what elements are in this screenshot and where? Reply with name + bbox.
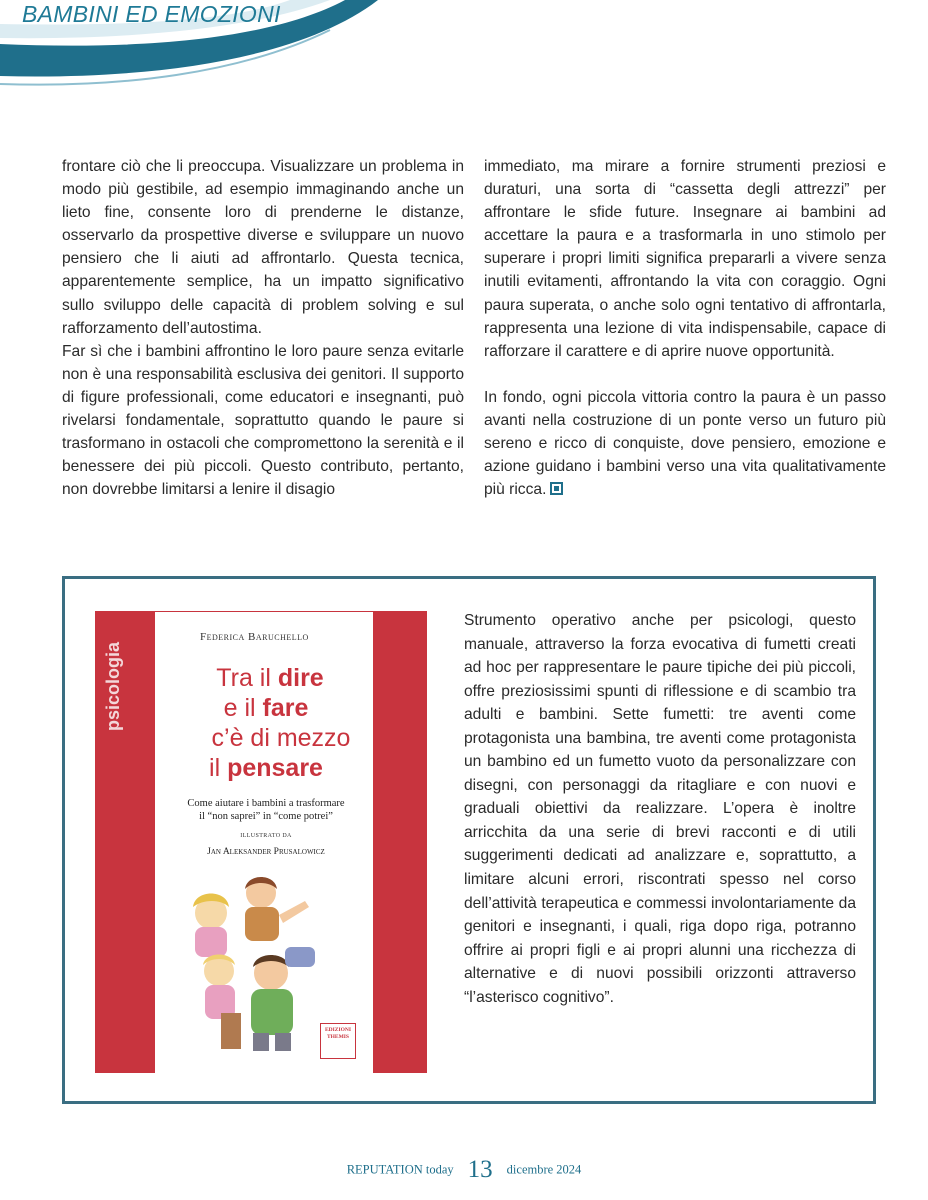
publisher-line: THEMIS	[326, 1034, 349, 1040]
cover-illustrated-by: ILLUSTRATO DA	[240, 833, 292, 839]
article-right-column	[484, 155, 886, 501]
subtitle-line: il “non saprei” in “come potrei”	[199, 811, 333, 822]
cover-children-illustration	[181, 863, 341, 1053]
page-footer	[0, 1156, 928, 1184]
title-text: c’è di mezzo	[211, 724, 351, 752]
page-number: 13	[467, 1156, 493, 1183]
cover-right-band	[373, 611, 427, 1073]
cover-illustrator: Jan Aleksander Prusalowicz	[207, 847, 325, 857]
subtitle-line: Come aiutare i bambini a trasformare	[187, 798, 345, 809]
article-paragraph: immediato, ma mirare a fornire strumenti preziosi e duraturi, una sorta di “cassetta degli attrezzi” per affrontare le sfide future. Insegnare ai bambini ad accettare la paura e a trasformarla in uno stimolo per superare i propri limiti significa prepararli a vivere senza inutili evitamenti, affrontando la vita con coraggio. Ogni paura superata, o anche solo ogni tentativo di affrontarla, rappresenta una lezione di vita indispensabile, capace di rafforzare il carattere e di aprire nuove opportunità.	[484, 158, 886, 360]
article-paragraph: Far sì che i bambini affrontino le loro paure senza evitarle non è una responsabilità esclusiva dei genitori. Il supporto di figure professionali, come educatori e insegnanti, può rivelarsi fondamentale, soprattutto quando le paure si trasformano in ostacoli che compromettono la serenità e il benessere dei più piccoli. Questo contributo, pertanto, non dovrebbe limitarsi a lenire il disagio	[62, 342, 464, 499]
article-paragraph-text: In fondo, ogni piccola vittoria contro la paura è un passo avanti nella costruzione di un ponte verso un futuro più sereno e ricco di conquiste, dove pensiero, emozione e azione guidano i bambini verso una vita qualitativamente più ricca.	[484, 388, 886, 499]
title-text: e il	[223, 694, 263, 722]
title-bold: pensare	[227, 754, 323, 782]
title-bold: dire	[277, 664, 324, 692]
publisher-line: EDIZIONI	[325, 1027, 351, 1033]
issue-date: dicembre 2024	[506, 1162, 582, 1177]
article-paragraph-final	[484, 386, 886, 501]
book-description: Strumento operativo anche per psicologi, questo manuale, attraverso la forza evocativa di fumetti creati ad hoc per rappresentare le paure tipiche dei più piccoli, offre preziosissimi spunti di riflessione e di scambio tra adulti e bambini. Sette fumetti: tre aventi come protagonista una bambina, tre aventi come protagonista un bambino ed un fumetto vuoto da personalizzare con disegni, con personaggi da ritagliare e con nuovi e graduali obiettivi da realizzare. L’opera è inoltre arricchita da una serie di brevi racconti e di utili suggerimenti dedicati ad analizzare e, soprattutto, a limitare alcuni errori, riscontrati spesso nel corso dell’attività terapeutica e commessi involontariamente da genitori e insegnanti, i quali, riga dopo riga, potranno offrire ai propri figli e ai propri alunni una ricchezza di alternative e di nuovi possibili orizzonti attraverso “l’asterisco cognitivo”.	[464, 612, 856, 1006]
section-title: BAMBINI ED EMOZIONI	[22, 1, 281, 27]
title-bold: fare	[262, 694, 309, 722]
book-cover	[95, 611, 427, 1073]
cover-author: Federica Baruchello	[200, 631, 309, 643]
cover-series-label: psicologia	[103, 641, 123, 731]
cover-subtitle	[161, 797, 371, 823]
title-text: Tra il	[216, 664, 278, 692]
magazine-name: REPUTATION today	[346, 1162, 454, 1177]
cover-top-line	[95, 611, 427, 612]
article-paragraph: frontare ciò che li preoccupa. Visualizzare un problema in modo più gestibile, ad esempio immaginando anche un lieto fine, consente loro di prenderne le distanze, osservarlo da prospettive diverse e sviluppare un nuovo pensiero che li aiuti ad affrontarlo. Questa tecnica, apparentemente semplice, ha un impatto significativo sullo sviluppo delle capacità di problem solving e sul rafforzamento dell’autostima.	[62, 158, 464, 337]
title-text: il	[209, 754, 228, 782]
article-left-column	[62, 155, 464, 501]
cover-title	[161, 663, 371, 783]
end-of-article-icon	[550, 482, 563, 495]
publisher-logo	[320, 1023, 356, 1059]
